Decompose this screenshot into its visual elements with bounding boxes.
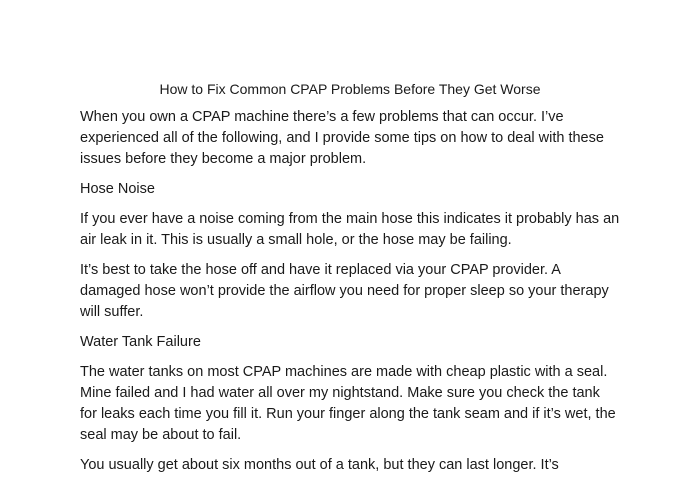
document-title: How to Fix Common CPAP Problems Before They Get Worse <box>159 81 541 97</box>
section-heading-water-tank-failure: Water Tank Failure <box>80 334 201 350</box>
document-body <box>80 79 620 485</box>
intro-paragraph: When you own a CPAP machine there’s a few problems that can occur. I’ve experienced all of the following, and I provide some tips on how to deal with these issues before they become a major problem. <box>80 109 604 167</box>
water-tank-paragraph-2: You usually get about six months out of a tank, but they can last longer. It’s <box>80 457 559 473</box>
hose-noise-paragraph-1: If you ever have a noise coming from the main hose this indicates it probably has an air leak in it. This is usually a small hole, or the hose may be failing. <box>80 211 620 248</box>
section-heading-hose-noise: Hose Noise <box>80 181 155 197</box>
water-tank-paragraph-1: The water tanks on most CPAP machines are made with cheap plastic with a seal. Mine failed and I had water all over my nightstand. Make sure you check the tank for leaks each time you fill it. Run your finger along the tank seam and if it’s wet, the seal may be about to fail. <box>80 364 616 443</box>
hose-noise-paragraph-2: It’s best to take the hose off and have it replaced via your CPAP provider. A damaged hose won’t provide the airflow you need for proper sleep so your therapy will suffer. <box>80 262 609 320</box>
